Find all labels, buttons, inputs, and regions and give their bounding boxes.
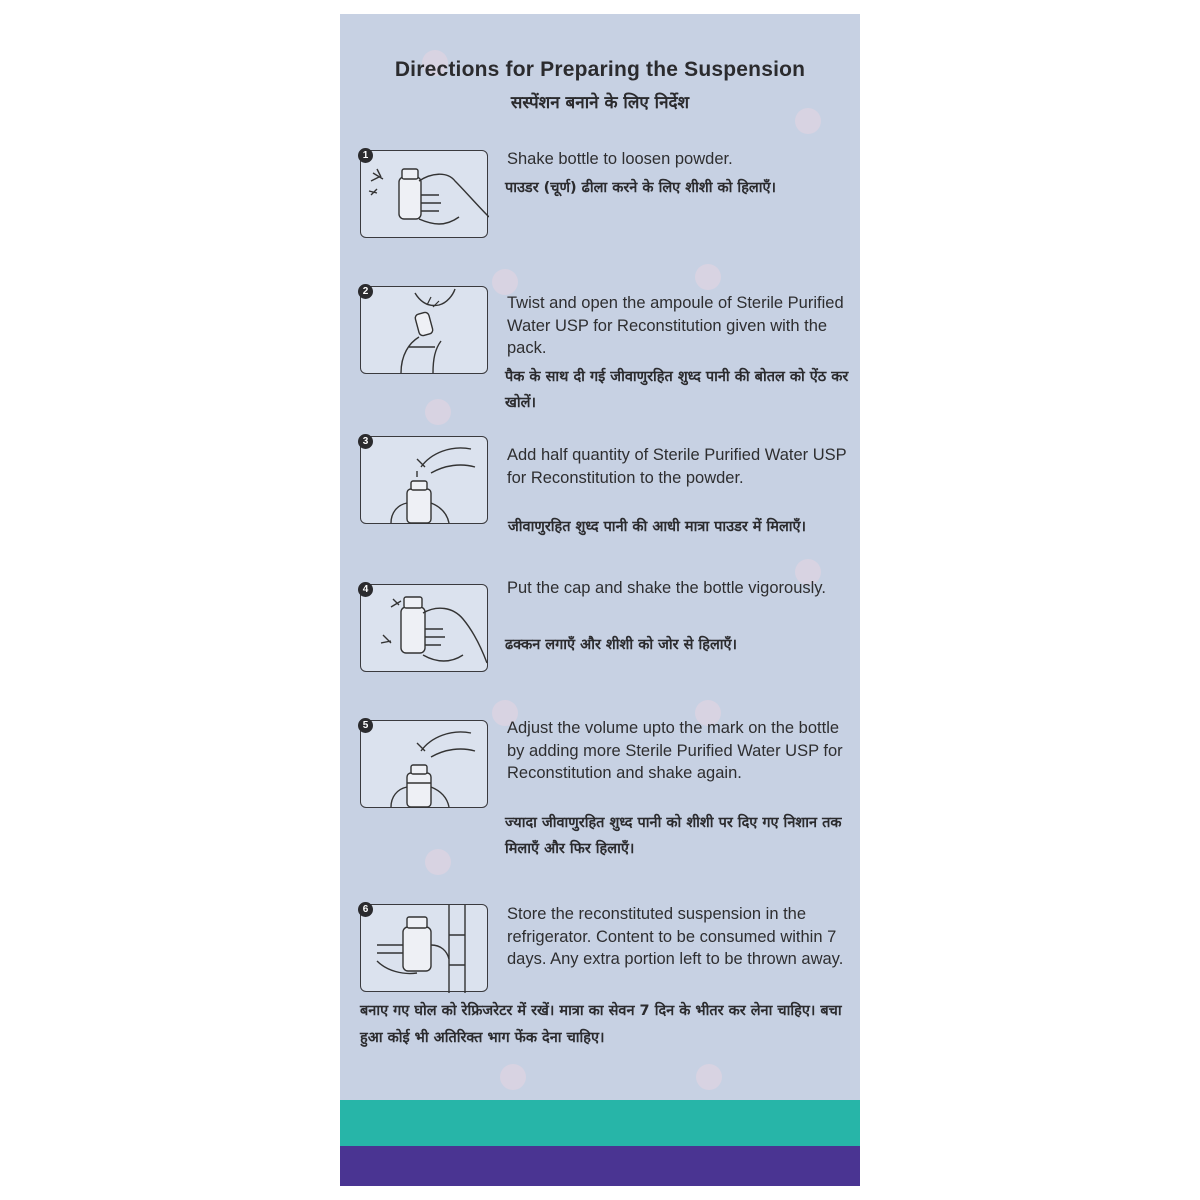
- step-number-badge: 2: [358, 284, 373, 299]
- step-text-hindi: पैक के साथ दी गई जीवाणुरहित शुध्द पानी की बोतल को ऐंठ कर खोलें।: [505, 369, 849, 411]
- step-text-english: Twist and open the ampoule of Sterile Purified Water USP for Reconstitution given with the pack.: [507, 294, 844, 357]
- step-number-badge: 3: [358, 434, 373, 449]
- decorative-dot: [696, 1064, 722, 1090]
- step-text-hindi: ढक्कन लगाएँ और शीशी को जोर से हिलाएँ।: [505, 637, 738, 653]
- decorative-dot: [425, 849, 451, 875]
- step-number-badge: 6: [358, 902, 373, 917]
- step-6-text-hindi: बनाए गए घोल को रेफ्रिजरेटर में रखें। मात्रा का सेवन 7 दिन के भीतर कर लेना चाहिए। बचा हुआ कोई भी अतिरिक्त भाग फेंक देना चाहिए।: [360, 1003, 842, 1046]
- cap-shake-illustration-icon: [360, 584, 488, 672]
- step-number-badge: 1: [358, 148, 373, 163]
- teal-color-band: [340, 1100, 860, 1146]
- step-number-badge: 4: [358, 582, 373, 597]
- decorative-dot: [425, 399, 451, 425]
- adjust-volume-illustration-icon: [360, 720, 488, 808]
- twist-ampoule-illustration-icon: [360, 286, 488, 374]
- title-english: Directions for Preparing the Suspension: [394, 58, 806, 81]
- step-text-english: Shake bottle to loosen powder.: [507, 150, 733, 168]
- step-text-english: Add half quantity of Sterile Purified Water USP for Reconstitution to the powder.: [507, 446, 847, 487]
- add-water-illustration-icon: [360, 436, 488, 524]
- shake-bottle-illustration-icon: [360, 150, 488, 238]
- purple-color-band: [340, 1146, 860, 1186]
- step-number-badge: 5: [358, 718, 373, 733]
- step-text-english: Put the cap and shake the bottle vigorously.: [507, 579, 826, 597]
- step-text-hindi: ज्यादा जीवाणुरहित शुध्द पानी को शीशी पर दिए गए निशान तक मिलाएँ और फिर हिलाएँ।: [505, 815, 842, 857]
- step-text-english: Store the reconstituted suspension in the refrigerator. Content to be consumed within 7 days. Any extra portion left to be thrown away.: [507, 905, 844, 968]
- title-hindi: सस्पेंशन बनाने के लिए निर्देश: [510, 93, 690, 113]
- step-text-hindi: जीवाणुरहित शुध्द पानी की आधी मात्रा पाउडर में मिलाएँ।: [508, 519, 807, 535]
- decorative-dot: [695, 264, 721, 290]
- step-text-english: Adjust the volume upto the mark on the bottle by adding more Sterile Purified Water USP for Reconstitution and shake again.: [507, 719, 843, 782]
- decorative-dot: [500, 1064, 526, 1090]
- step-text-hindi: पाउडर (चूर्ण) ढीला करने के लिए शीशी को हिलाएँ।: [505, 180, 776, 196]
- instruction-panel: [340, 14, 860, 1186]
- refrigerator-storage-illustration-icon: [360, 904, 488, 992]
